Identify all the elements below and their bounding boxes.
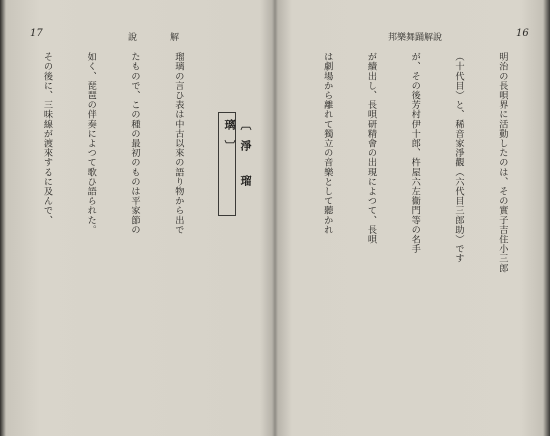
text-column: たもので、この種の最初のものは平家節の [129, 52, 141, 235]
right-text-block [290, 52, 538, 410]
section-heading-box [218, 112, 252, 216]
left-header-center: 說 [128, 33, 138, 43]
left-page-number: 17 [30, 28, 43, 39]
text-column: 明治の長唄界に活動したのは、その實子吉住小三郎 [496, 52, 508, 273]
left-text-right-block [238, 52, 264, 410]
text-column: が續出し、長唄研精會の出現によつて、長唄 [365, 52, 377, 244]
text-column: 如く、琵琶の伴奏によつて歌ひ語られた。 [85, 52, 97, 235]
right-page-number: 16 [516, 28, 529, 39]
text-column: は劇場から離れて獨立の音樂として聽かれ [321, 52, 333, 235]
text-column: が、その後芳村伊十郎、杵屋六左衞門等の名手 [409, 52, 421, 254]
text-column: 瑠璃の言ひ表は中古以來の語り物から出で [172, 52, 184, 235]
right-page [276, 0, 550, 436]
text-column: その後に、三味線が渡來するに及んで、 [41, 52, 53, 225]
left-header-right: 解 [170, 33, 180, 43]
text-column: （十代目）と、稀音家淨觀（六代目三郎助）です [453, 52, 465, 264]
left-text-main-block [18, 52, 214, 410]
right-header-center: 邦樂舞踊解說 [388, 33, 443, 43]
section-heading: 〔淨 瑠 璃〕 [223, 119, 252, 196]
left-page [0, 0, 274, 436]
